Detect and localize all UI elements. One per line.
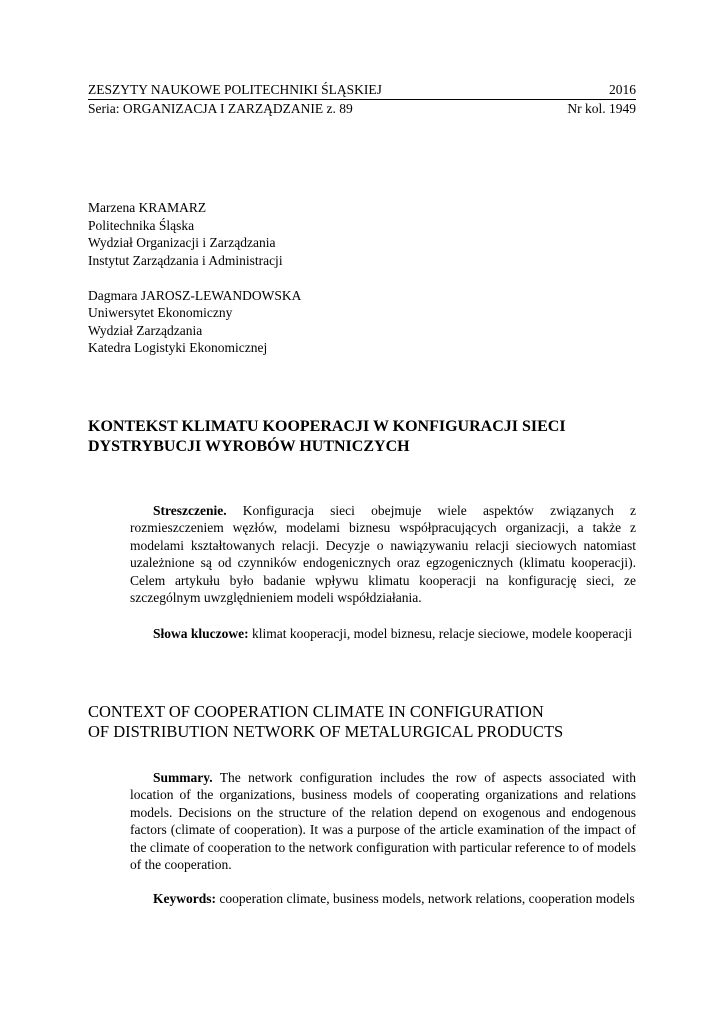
- abstract-polish-text: Konfiguracja sieci obejmuje wiele aspektów związanych z rozmieszczeniem węzłów, modelami biznesu współpracujących organizacji, a także z modelami kształtowanych relacji. Decyzje o nawiązywaniu relacji sieciowych natomiast uzależnione są od czynników endogenicznych oraz egzogenicznych (klimatu kooperacji). Celem artykułu było badanie wpływu klimatu kooperacji na konfigurację sieci, ze szczególnym uwzględnieniem modeli współdziałania.: [130, 503, 636, 606]
- abstract-polish-label: Streszczenie.: [153, 503, 227, 518]
- journal-header: [88, 82, 636, 117]
- author-affiliation-line: Wydział Zarządzania: [88, 322, 203, 338]
- keywords-polish-label: Słowa kluczowe:: [153, 626, 249, 641]
- header-row-2: [88, 100, 636, 117]
- keywords-english-paragraph: [130, 890, 636, 907]
- journal-series: Seria: ORGANIZACJA I ZARZĄDZANIE z. 89: [88, 101, 353, 116]
- keywords-polish: [130, 625, 636, 642]
- keywords-english-text: cooperation climate, business models, network relations, cooperation models: [219, 891, 635, 906]
- author-affiliation-line: Uniwersytet Ekonomiczny: [88, 305, 233, 320]
- keywords-polish-paragraph: [130, 625, 636, 642]
- abstract-english: [130, 769, 636, 873]
- header-row-1: [88, 82, 636, 100]
- author-2: [88, 287, 301, 357]
- journal-number: Nr kol. 1949: [567, 101, 636, 116]
- keywords-english: [130, 890, 636, 907]
- abstract-english-paragraph: [130, 769, 636, 873]
- title-english-line-1: CONTEXT OF COOPERATION CLIMATE IN CONFIGURATION: [88, 702, 544, 721]
- author-1: [88, 199, 301, 269]
- journal-name: ZESZYTY NAUKOWE POLITECHNIKI ŚLĄSKIEJ: [88, 82, 382, 97]
- author-name: Marzena KRAMARZ: [88, 200, 207, 215]
- author-affiliation-line: Wydział Organizacji i Zarządzania: [88, 235, 276, 250]
- journal-year: 2016: [609, 82, 636, 97]
- author-affiliation-line: Politechnika Śląska: [88, 217, 195, 233]
- keywords-polish-text: klimat kooperacji, model biznesu, relacje sieciowe, modele kooperacji: [252, 626, 633, 641]
- author-affiliation-line: Katedra Logistyki Ekonomicznej: [88, 340, 268, 355]
- title-english: [88, 702, 636, 742]
- abstract-polish-paragraph: [130, 502, 636, 606]
- title-polish: [88, 417, 636, 457]
- authors-section: [88, 199, 301, 357]
- abstract-polish: [130, 502, 636, 606]
- abstract-english-text: The network configuration includes the row of aspects associated with location of the organizations, business models of cooperating organizations and relations models. Decisions on the structure of the relation depend on exogenous and endogenous factors (climate of cooperation). It was a purpose of the article examination of the impact of the climate of cooperation to the network configuration with particular reference to of models of the cooperation.: [130, 770, 636, 873]
- author-affiliation-line: Instytut Zarządzania i Administracji: [88, 252, 283, 268]
- title-polish-line-1: KONTEKST KLIMATU KOOPERACJI W KONFIGURACJI SIECI: [88, 418, 566, 435]
- keywords-english-label: Keywords:: [153, 891, 216, 906]
- title-polish-line-2: DYSTRYBUCJI WYROBÓW HUTNICZYCH: [88, 438, 410, 455]
- title-english-line-2: OF DISTRIBUTION NETWORK OF METALURGICAL PRODUCTS: [88, 722, 564, 741]
- abstract-english-label: Summary.: [153, 770, 213, 785]
- author-name: Dagmara JAROSZ-LEWANDOWSKA: [88, 287, 302, 303]
